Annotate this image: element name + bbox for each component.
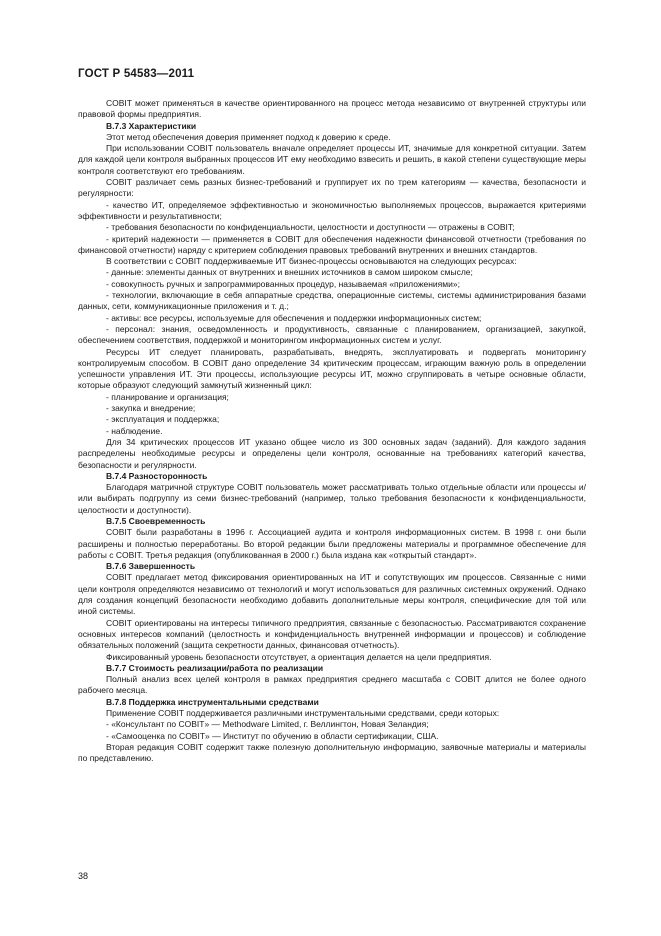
paragraph: - требования безопасности по конфиденциальности, целостности и доступности — отражены в COBIT; xyxy=(106,222,515,233)
paragraph: - совокупность ручных и запрограммированных процедур, называемая «приложениями»; xyxy=(106,278,460,289)
paragraph: Этот метод обеспечения доверия применяет подход к доверию к среде. xyxy=(106,131,391,142)
section-heading: В.7.6 Завершенность xyxy=(106,561,196,572)
document-header: ГОСТ Р 54583—2011 xyxy=(78,68,195,80)
paragraph: - «Самооценка по COBIT» — Институт по обучению в области сертификации, США. xyxy=(106,730,439,741)
paragraph: - активы: все ресурсы, используемые для обеспечения и поддержки информационных систем; xyxy=(106,312,482,323)
section-heading: В.7.3 Характеристики xyxy=(106,120,197,131)
paragraph: Фиксированный уровень безопасности отсутствует, а ориентация делается на цели предприятия. xyxy=(106,651,492,662)
paragraph: - планирование и организация; xyxy=(106,391,229,402)
paragraph: - эксплуатация и поддержка; xyxy=(106,414,220,425)
paragraph: COBIT были разработаны в 1996 г. Ассоциацией аудита и контроля информационных систем. В 1998 г. они были расширены и полностью переработаны. Во второй редакции были предложены материалы и программное обеспечение для работы с COBIT. Третья редакция (опубликованная в 2000 г.) была издана как «открытый стандарт». xyxy=(78,527,586,560)
paragraph: При использовании COBIT пользователь вначале определяет процессы ИТ, значимые для конкретной ситуации. Затем для каждой цели контроля выбранных процессов ИТ ему необходимо взвесить и решить, в какой степени существующие меры контроля соответствуют его требованиям. xyxy=(78,143,586,176)
paragraph: - персонал: знания, осведомленность и продуктивность, связанные с планированием, организацией, закупкой, обеспечением соответствия, поддержкой и мониторингом информационных систем и услуг. xyxy=(78,323,586,346)
paragraph: - критерий надежности — применяется в COBIT для обеспечения надежности финансовой отчетности (требования по финансовой отчетности) наряду с критерием соблюдения правовых требований внутренних и внешних стандартов. xyxy=(78,233,586,255)
document-body xyxy=(78,98,586,765)
section-heading: В.7.4 Разносторонность xyxy=(106,470,208,481)
page-number: 38 xyxy=(78,871,89,881)
section-heading: В.7.8 Поддержка инструментальными средствами xyxy=(106,696,319,707)
paragraph: COBIT предлагает метод фиксирования ориентированных на ИТ и сопутствующих им процессов. Связанные с ними цели контроля определяются независимо от технологий и могут использоваться для различных системных окружений. Однако для создания концепций безопасности необходимо добавить дополнительные меры контроля, специфические для той или иной системы. xyxy=(78,572,586,617)
paragraph: Благодаря матричной структуре COBIT пользователь может рассматривать только отдельные области или процессы и/или выбирать подгруппу из семи бизнес-требований (например, только требования безопасности к конфиденциальности, целостности и доступности). xyxy=(78,482,586,515)
section-heading: В.7.5 Своевременность xyxy=(106,515,206,526)
paragraph: - закупка и внедрение; xyxy=(106,403,196,414)
paragraph: COBIT ориентированы на интересы типичного предприятия, связанные с безопасностью. Рассматриваются сохранение основных интересов компаний (целостность и конфиденциальность внутренней информации и процессов) и соблюдение обязательных положений (защита секретности данных, финансовая отчетность). xyxy=(78,617,586,651)
paragraph: - «Консультант по COBIT» — Methodware Limited, г. Веллингтон, Новая Зеландия; xyxy=(106,719,429,730)
paragraph: COBIT может применяться в качестве ориентированного на процесс метода независимо от внутренней структуры или правовой формы предприятия. xyxy=(78,98,586,120)
paragraph: - качество ИТ, определяемое эффективностью и экономичностью выполняемых процессов, выражается критериями эффективности и результативности; xyxy=(78,199,586,221)
paragraph: Полный анализ всех целей контроля в рамках предприятия среднего масштаба с COBIT длится не более одного рабочего месяца. xyxy=(78,674,586,696)
paragraph: COBIT различает семь разных бизнес-требований и группирует их по трем категориям — качества, безопасности и регулярности: xyxy=(78,177,586,199)
paragraph: - данные: элементы данных от внутренних и внешних источников в самом широком смысле; xyxy=(106,267,473,278)
paragraph: Применение COBIT поддерживается различными инструментальными средствами, среди которых: xyxy=(106,708,500,719)
paragraph: Для 34 критических процессов ИТ указано общее число из 300 основных задач (заданий). Для каждого задания распределены необходимые ресурсы и определены цели контроля, основанные на требованиях категорий качества, безопасности и регулярности. xyxy=(78,436,586,470)
paragraph: Вторая редакция COBIT содержит также полезную дополнительную информацию, заявочные материалы и материалы по представлению. xyxy=(78,741,586,764)
paragraph: - наблюдение. xyxy=(106,425,163,436)
paragraph: - технологии, включающие в себя аппаратные средства, операционные системы, системы администрирования базами данных, сети, коммуникационные приложения и т. д.; xyxy=(78,290,586,312)
paragraph: Ресурсы ИТ следует планировать, разрабатывать, внедрять, эксплуатировать и подвергать мониторингу контролируемым способом. В COBIT дано определение 34 критическим процессам, играющим важную роль в определении успешности управления ИТ. Эти процессы, использующие ресурсы ИТ, можно сгруппировать в четыре основные области, которые образуют следующий замкнутый жизненный цикл: xyxy=(78,346,586,391)
paragraph: В соответствии с COBIT поддерживаемые ИТ бизнес-процессы основываются на следующих ресурсах: xyxy=(106,256,517,267)
section-heading: В.7.7 Стоимость реализации/работа по реализации xyxy=(106,662,324,673)
